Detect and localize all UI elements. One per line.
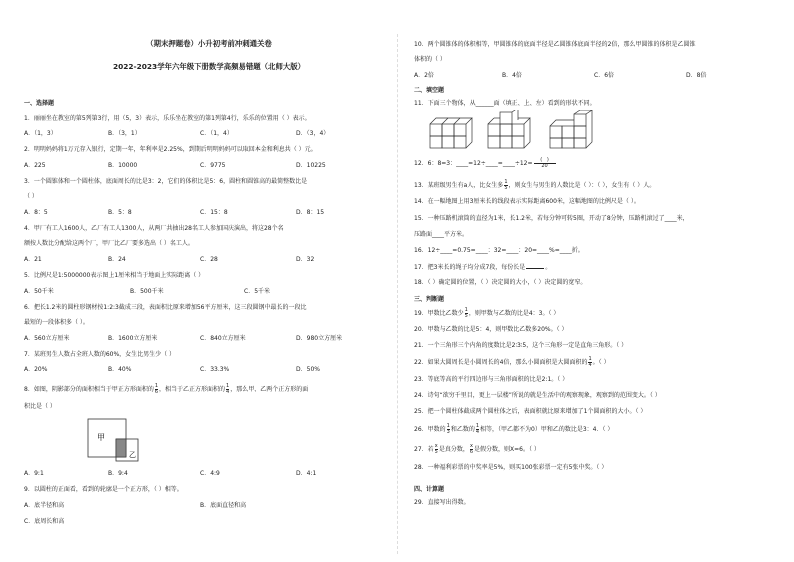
q7-option-c: C．33.3% (200, 366, 230, 373)
q22-text-b: 。（ ） (592, 359, 610, 366)
q9-option-a: A．底半径和高 (24, 502, 65, 509)
question-20: 20．甲数与乙数的比是5：4，则甲数比乙数多20%。（ ） (414, 326, 568, 333)
q27-text-c: 是假分数，则X=6。（ ） (474, 446, 540, 453)
q8-frac2-den: 4 (226, 389, 230, 395)
q26-fraction-1 (447, 424, 450, 435)
exam-title: （期末押题卷）小升初考前冲刺通关卷 (146, 39, 272, 48)
q9-option-c: C．底周长和高 (24, 518, 65, 525)
question-27 (414, 444, 540, 455)
q19-fraction (465, 308, 468, 319)
q26-frac1-num: 1 (446, 423, 450, 429)
q9-option-b: B．底面直径和高 (200, 502, 247, 509)
question-15: 15．一种压路机滚筒的直径为1米，长1.2米，若每分钟可转5圈，开动了8分钟，压路机滚过了____米， (414, 215, 689, 222)
q4-option-a: A．21 (24, 256, 42, 263)
q8-fraction-1 (155, 384, 158, 395)
q8-text-b: ，相当于乙正方形面积的 (159, 386, 226, 393)
cube-object-3 (550, 110, 592, 148)
question-5: 5．比例尺是1:5000000表示图上1厘米相当于地面上实际距离（ ） (24, 272, 205, 279)
question-11: 11．下面三个物体，从______面（填正、上、左）看到的形状不同。 (414, 100, 596, 107)
q27-frac2-den: 6 (469, 449, 474, 455)
question-7: 7．某班男生人数占全班人数的60%，女生比男生少（ ） (24, 351, 176, 358)
q13-fraction (504, 180, 507, 191)
question-6: 6．把长1.2米的圆柱形钢材按1:2:3截成三段，表面积比原来增加56平方厘米，这三段圆钢中最长的一段比 (24, 304, 307, 311)
question-24: 24．诗句“欲穷千里目，更上一层楼”所说的就是生活中的观察现象，观察到的范围变大。（ ） (414, 392, 661, 399)
question-18: 18．（ ）确定圆的位置，（ ）决定圆的大小，（ ）决定圆的宽窄。 (414, 279, 587, 286)
q11-cubes-figure (428, 110, 618, 150)
q26-text-c: 相等，（甲乙都不为0）甲和乙的数比是3：4．（ ） (480, 426, 614, 433)
q8-squares-figure (86, 417, 166, 465)
q27-frac1-den: 5 (434, 449, 438, 455)
question-29: 29．直接写出得数。 (414, 499, 470, 506)
question-8-cont: 积比是（ ） (24, 403, 56, 410)
q10-option-b: B．4倍 (502, 72, 522, 79)
q27-fraction-2 (470, 444, 473, 455)
q26-text-b: 和乙数的 (450, 426, 475, 433)
q8-frac1-num: 1 (154, 383, 159, 389)
question-12 (414, 158, 556, 169)
q17-text-a: 17．把3米长的绳子均分成7段，每份长是 (414, 264, 526, 271)
shaded-overlap (116, 439, 126, 457)
q26-frac2-num: 1 (475, 423, 480, 429)
q7-option-b: B．40% (108, 366, 132, 373)
question-6-cont: 最短的一段体积多（ ）。 (24, 319, 89, 326)
right-column (414, 0, 784, 562)
q10-option-c: C．6倍 (594, 72, 615, 79)
question-10: 10．两个圆锥体的体积相等，甲圆锥体的底面半径是乙圆锥体底面半径的2倍，那么甲圆锥的体积是乙圆锥 (414, 41, 696, 48)
question-28: 28．一种福利彩票的中奖率是5%，则买100张彩票一定有5张中奖。（ ） (414, 464, 608, 471)
q12-frac-den: 20 (541, 163, 548, 169)
question-4: 4．甲厂有工人1600人，乙厂有工人1300人，从两厂共抽出28名工人参加国庆演出，将这28个名 (24, 225, 284, 232)
q13-frac-den: 5 (504, 185, 508, 191)
q2-option-d: D．10225 (296, 162, 326, 169)
question-4-cont: 额按人数比分配给这两个厂，甲厂比乙厂要多选出（ ）名工人。 (24, 240, 194, 247)
q8-text-c: ，那么甲、乙两个正方形的面 (230, 386, 309, 393)
section-fill: 二、填空题 (414, 87, 445, 94)
q3-option-b: B．5：8 (108, 209, 132, 216)
q22-fraction (588, 357, 591, 368)
q17-text-b: 。 (545, 264, 552, 271)
q26-text-a: 26．甲数的 (414, 426, 446, 433)
q8-option-d: D．4:1 (296, 470, 317, 477)
question-8 (24, 384, 308, 395)
q8-frac1-den: 6 (154, 389, 159, 395)
q19-frac-num: 1 (464, 307, 468, 313)
q10-option-a: A．2倍 (414, 72, 434, 79)
q27-frac2-num: x (469, 443, 473, 449)
question-2: 2．明明妈妈将1万元存入银行，定期一年，年利率是2.25%，到期后明明妈妈可以取回本金和利息共（ ）元。 (24, 146, 317, 153)
section-choice: 一、选择题 (24, 100, 55, 107)
q27-fraction-1 (435, 444, 438, 455)
q4-option-c: C．28 (200, 256, 218, 263)
q22-frac-num: 1 (588, 356, 592, 362)
q2-option-a: A．225 (24, 162, 46, 169)
q27-frac1-num: x (434, 443, 438, 449)
q6-option-a: A．560立方厘米 (24, 335, 70, 342)
question-23: 23．等底等高的平行四边形与三角形面积的比是2:1。（ ） (414, 376, 569, 383)
q1-option-d: D．（3，4） (296, 130, 330, 137)
q8-text-a: 8．如图，阴影部分的面积相当于甲正方形面积的 (24, 386, 154, 393)
question-15-cont: 压路面____平方米。 (414, 231, 469, 238)
cube-object-1 (430, 118, 472, 148)
q6-option-c: C．840立方厘米 (200, 335, 246, 342)
question-16: 16．12÷____=0.75=____：32=____：20=____%=____折。 (414, 247, 584, 254)
question-9: 9．以圆柱的正面看，看到的轮廓是一个正方形，（ ）相等。 (24, 486, 183, 493)
question-3: 3．一个圆锥体和一个圆柱体，底面周长的比是3：2，它们的体积比是5：6，圆柱和圆锥高的最简整数比是 (24, 178, 308, 185)
q2-option-c: C．9775 (200, 162, 226, 169)
q6-option-b: B．1600立方厘米 (108, 335, 158, 342)
question-10-cont: 体积的（ ） (414, 56, 446, 63)
q26-frac2-den: 4 (475, 429, 480, 435)
section-calc: 四、计算题 (414, 486, 445, 493)
q1-option-b: B．（3，1） (108, 130, 141, 137)
q13-text-b: ，则女生与男生的人数比是（ ）：（ ），女生有（ ）人。 (508, 182, 656, 189)
q5-option-c: C．5千米 (244, 288, 271, 295)
question-17 (414, 264, 551, 272)
q19-text-a: 19．甲数比乙数少 (414, 310, 464, 317)
question-1: 1．丽丽坐在教室的第5列第3行，用（5，3）表示，乐乐坐在教室的第1列第4行，乐乐的位置用（ ）表示。 (24, 115, 311, 122)
q5-option-b: B．500千米 (130, 288, 164, 295)
q4-option-d: D．32 (296, 256, 315, 263)
question-19 (414, 308, 559, 319)
q2-option-b: B．10000 (108, 162, 138, 169)
fig-label-jia: 甲 (97, 433, 105, 442)
section-judge: 三、判断题 (414, 296, 445, 303)
q7-option-d: D．50% (296, 366, 320, 373)
q13-text-a: 13．某班级男生有a人，比女生多 (414, 182, 504, 189)
question-22 (414, 357, 610, 368)
q7-option-a: A．20% (24, 366, 48, 373)
question-26 (414, 424, 613, 435)
q8-option-b: B．9:4 (108, 470, 128, 477)
exam-subtitle: 2022-2023学年六年级下册数学高频易错题（北师大版） (112, 62, 306, 71)
q3-option-d: D．8：15 (296, 209, 325, 216)
fig-label-yi: 乙 (129, 451, 136, 459)
q22-text-a: 22．如果大圆周长是小圆周长的4倍，那么小圆面积是大圆面积的 (414, 359, 588, 366)
q26-frac1-den: 3 (446, 429, 450, 435)
q12-fraction: ​( ) 20 (534, 158, 556, 169)
q27-text-b: 是真分数， (438, 446, 469, 453)
question-14: 14．在一幅地图上用3厘米长的线段表示实际距离600米，这幅地图的比例尺是（ ）。 (414, 198, 640, 205)
question-3-cont: （ ） (24, 193, 38, 200)
question-13 (414, 180, 655, 191)
q8-frac2-num: 1 (226, 383, 230, 389)
column-divider (397, 34, 398, 554)
q6-option-d: D．980立方厘米 (296, 335, 343, 342)
q1-option-a: A．（1，3） (24, 130, 57, 137)
q12-text: 12．6：8=3：____=12÷____=____÷12= (414, 160, 533, 167)
q10-option-d: D．8倍 (686, 72, 707, 79)
q8-option-c: C．4:9 (200, 470, 220, 477)
q5-option-a: A．50千米 (24, 288, 54, 295)
question-21: 21．一个三角形三个内角的度数比是2∶3∶5，这个三角形一定是直角三角形。（ ） (414, 342, 628, 349)
q8-fraction-2 (226, 384, 229, 395)
q8-option-a: A．9:1 (24, 470, 44, 477)
q3-option-c: C．15：8 (200, 209, 228, 216)
q19-frac-den: 5 (464, 313, 468, 319)
cube-object-2 (488, 110, 530, 148)
q1-option-c: C．（1，4） (200, 130, 233, 137)
left-column (24, 0, 394, 562)
q13-frac-num: 1 (504, 179, 508, 185)
q22-frac-den: 4 (588, 362, 592, 368)
q4-option-b: B．24 (108, 256, 126, 263)
q3-option-a: A．8：5 (24, 209, 48, 216)
question-25: 25．把一个圆柱体截成两个圆柱体之后，表面积就比原来增加了1个圆面积的大小。（ ） (414, 408, 647, 415)
q27-text-a: 27．若 (414, 446, 434, 453)
q26-fraction-2 (476, 424, 479, 435)
q19-text-b: ，则甲数与乙数的比是4：3。（ ） (468, 310, 560, 317)
